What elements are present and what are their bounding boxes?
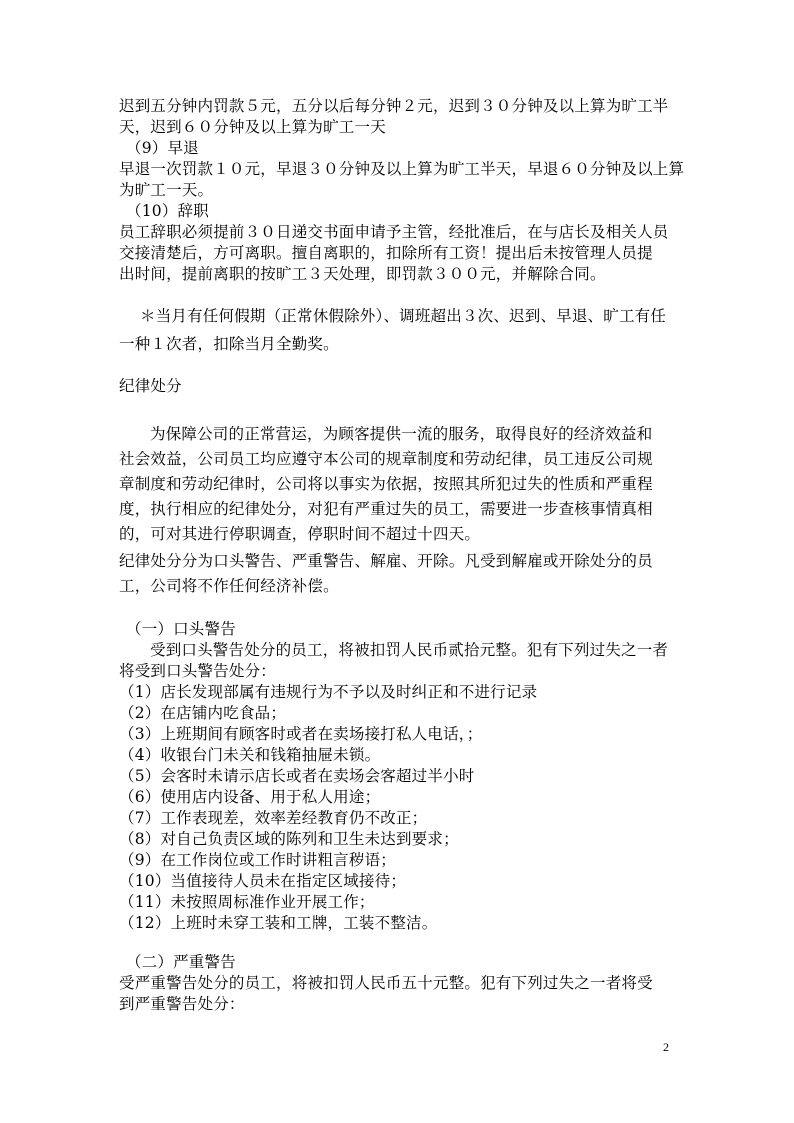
serious-warning-intro-line-1: 受严重警告处分的员工，将被扣罚人民币五十元整。犯有下列过失之一者将受	[119, 974, 653, 992]
discipline-paragraph-line-2: 社会效益，公司员工均应遵守本公司的规章制度和劳动纪律，员工违反公司规	[119, 450, 653, 468]
verbal-warning-item-8: （8）对自己负责区域的陈列和卫生未达到要求；	[119, 830, 459, 848]
early-leave-line-1: 早退一次罚款１０元，早退３０分钟及以上算为旷工半天，早退６０分钟及以上算	[119, 160, 685, 178]
resignation-line-2: 交接清楚后，方可离职。擅自离职的，扣除所有工资！提出后未按管理人员提	[119, 244, 653, 262]
verbal-warning-intro-line-1: 受到口头警告处分的员工，将被扣罚人民币贰拾元整。犯有下列过失之一者	[150, 641, 669, 659]
discipline-paragraph-line-4: 度，执行相应的纪律处分，对犯有严重过失的员工，需要进一步查核事情真相	[119, 500, 653, 518]
verbal-warning-item-7: （7）工作表现差，效率差经教育仍不改正；	[119, 809, 428, 827]
resignation-line-3: 出时间，提前离职的按旷工３天处理，即罚款３００元，并解除合同。	[119, 265, 606, 283]
verbal-warning-item-9: （9）在工作岗位或工作时讲粗言秽语；	[119, 851, 396, 869]
discipline-paragraph-line-1: 为保障公司的正常营运，为顾客提供一流的服务，取得良好的经济效益和	[150, 425, 653, 443]
discipline-paragraph-line-3: 章制度和劳动纪律时，公司将以事实为依据，按照其所犯过失的性质和严重程	[119, 475, 653, 493]
attendance-bonus-note-line-2: 一种１次者，扣除当月全勤奖。	[119, 335, 339, 353]
subsection-heading-verbal-warning: （一）口头警告	[126, 620, 236, 638]
section-title-discipline: 纪律处分	[119, 377, 182, 395]
verbal-warning-item-11: （11）未按照周标准作业开展工作；	[119, 893, 375, 911]
resignation-line-1: 员工辞职必须提前３０日递交书面申请予主管，经批准后，在与店长及相关人员	[119, 223, 669, 241]
page-number: 2	[663, 1040, 669, 1054]
early-leave-line-2: 为旷工一天。	[119, 181, 214, 199]
late-penalty-line-1: 迟到五分钟内罚款５元，五分以后每分钟２元，迟到３０分钟及以上算为旷工半	[119, 97, 669, 115]
attendance-bonus-note-line-1: ＊当月有任何假期（正常休假除外）、调班超出３次、迟到、早退、旷工有任	[140, 307, 667, 325]
verbal-warning-intro-line-2: 将受到口头警告处分：	[119, 662, 277, 680]
serious-warning-intro-line-2: 到严重警告处分：	[119, 995, 245, 1013]
subsection-heading-serious-warning: （二）严重警告	[126, 953, 236, 971]
section-heading-resignation: （10）辞职	[126, 202, 209, 220]
discipline-types-line-1: 纪律处分分为口头警告、严重警告、解雇、开除。凡受到解雇或开除处分的员	[119, 552, 653, 570]
verbal-warning-item-3: （3）上班期间有顾客时或者在卖场接打私人电话，；	[119, 725, 483, 743]
discipline-paragraph-line-5: 的，可对其进行停职调查，停职时间不超过十四天。	[119, 525, 481, 543]
verbal-warning-item-12: （12）上班时未穿工装和工牌，工装不整洁。	[119, 914, 438, 932]
verbal-warning-item-4: （4）收银台门未关和钱箱抽屉未锁。	[119, 746, 381, 764]
section-heading-early-leave: （9）早退	[126, 139, 199, 157]
verbal-warning-item-5: （5）会客时未请示店长或者在卖场会客超过半小时	[119, 767, 475, 785]
verbal-warning-item-1: （1）店长发现部属有违规行为不予以及时纠正和不进行记录	[119, 683, 538, 701]
verbal-warning-item-6: （6）使用店内设备、用于私人用途；	[119, 788, 381, 806]
verbal-warning-item-10: （10）当值接待人员未在指定区域接待；	[119, 872, 407, 890]
late-penalty-line-2: 天，迟到６０分钟及以上算为旷工一天	[119, 118, 386, 136]
discipline-types-line-2: 工，公司将不作任何经济补偿。	[119, 577, 339, 595]
verbal-warning-item-2: （2）在店铺内吃食品；	[119, 704, 287, 722]
